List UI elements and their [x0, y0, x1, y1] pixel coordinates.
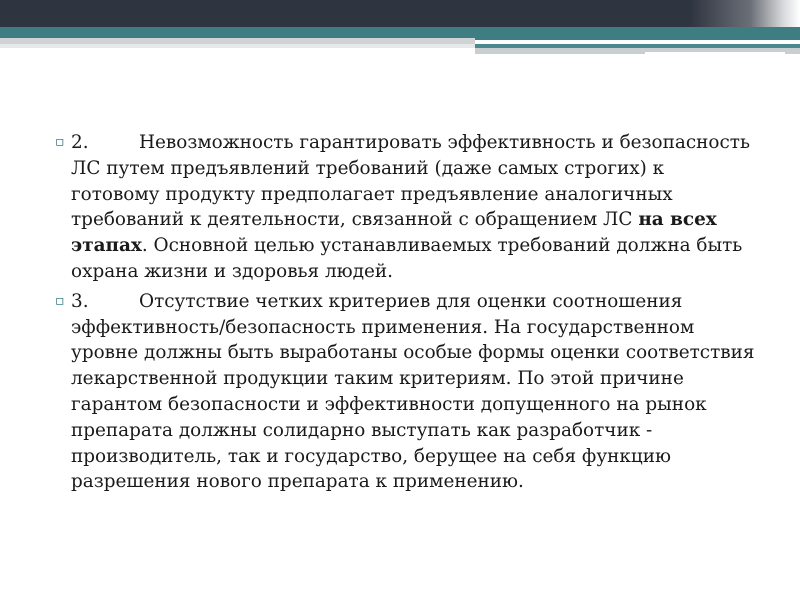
- bullet-icon: ▫: [55, 134, 65, 150]
- header-gray-band: [0, 44, 475, 48]
- list-item-3: [55, 289, 755, 495]
- header-accent-line: [645, 52, 785, 54]
- item-text-bold: на всех этапах: [71, 209, 717, 257]
- slide-body: [55, 130, 755, 499]
- item-text-after: . Основной целью устанавливаемых требований должна быть охрана жизни и здоровья людей.: [71, 235, 743, 282]
- item-number: 3.: [71, 290, 89, 312]
- item-number: 2.: [71, 132, 89, 153]
- item-text: Отсутствие четких критериев для оценки соотношения эффективность/безопасность применения. На государственном уровне должны быть выработаны особые формы оценки соответствия лекарственной продукции таким критериям. По этой причине гарантом безопасности и эффективности допущенного на рынок препарата должны солидарно выступать как разработчик - производитель, так и государство, берущее на себя функцию разрешения нового препарата к применению.: [71, 290, 755, 493]
- item-text-before: Невозможность гарантировать эффективность и безопасность ЛС путем предъявлений требований (даже самых строгих) к готовому продукту предполагает предъявление аналогичных требований к деятельности, связанной с обращением ЛС: [71, 132, 750, 231]
- bullet-icon: ▫: [55, 292, 65, 309]
- list-item-2: [55, 130, 755, 285]
- header-dark-band: [0, 0, 800, 27]
- header-shine-band: [690, 0, 800, 27]
